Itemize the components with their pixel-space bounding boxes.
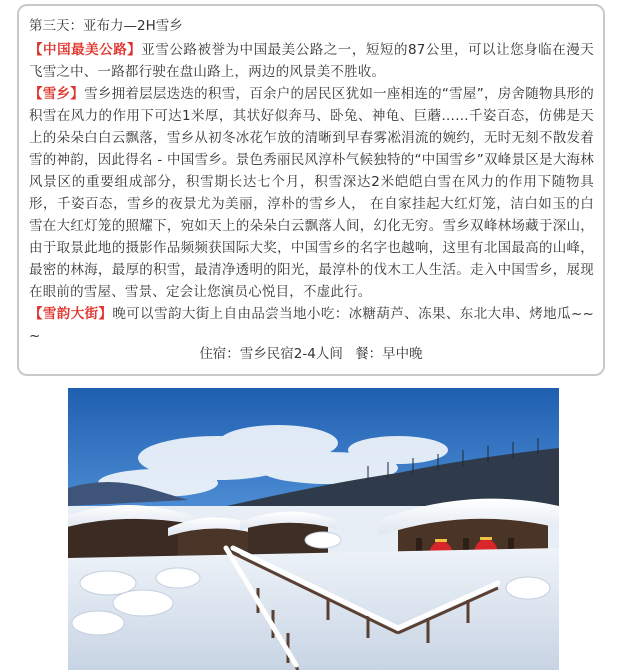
section-text-snow-street: 晚可以雪韵大街上自由品尝当地小吃：冰糖葫芦、冻果、东北大串、烤地瓜~~~ — [29, 306, 595, 344]
itinerary-card — [17, 4, 605, 376]
day-title: 第三天：亚布力—2H雪乡 — [29, 18, 183, 34]
lodging-info: 住宿：雪乡民宿2-4人间 — [199, 346, 343, 362]
section-tag-snow-town: 【雪乡】 — [29, 86, 85, 102]
section-tag-highway: 【中国最美公路】 — [29, 42, 142, 58]
section-tag-snow-street: 【雪韵大街】 — [29, 306, 113, 322]
section-text-snow-town: 雪乡拥着层层迭迭的积雪，百余户的居民区犹如一座相连的“雪屋”，房舍随物具形的积雪在风力的作用下可达1米厚，其状好似奔马、卧兔、神龟、巨蘑……千姿百态，仿佛是天上的朵朵白白云飘落，雪乡从初冬冰花乍放的清晰到早春雾凇涓流的婉约，无时无刻不散发着雪的神韵，因此得名 - 中国雪乡。景色秀丽民风淳朴气候独特的“中国雪乡”双峰景区是大海林风景区的重要组成部分，积雪期长达七个月，积雪深达2米皑皑白雪在风力的作用下随物具形，千姿百态，雪乡的夜景尤为美丽，淳朴的雪乡人， 在自家挂起大红灯笼，洁白如玉的白雪在大红灯笼的照耀下，宛如天上的朵朵白云飘落人间，幻化无穷。雪乡双峰林场藏于深山，由于取景此地的摄影作品频频获国际大奖，中国雪乡的名字也越响，这里有北国最高的山峰，最密的林海，最厚的积雪，最清净透明的阳光，最淳朴的伐木工人生活。走入中国雪乡，展现在眼前的雪屋、雪景、定会让您演员心悦目，不虚此行。 — [29, 86, 594, 300]
section-snow-street — [29, 303, 594, 347]
section-text-highway: 亚雪公路被誉为中国最美公路之一，短短的87公里，可以让您身临在漫天飞雪之中、一路都行驶在盘山路上，两边的风景美不胜收。 — [29, 42, 594, 80]
section-highway — [29, 39, 594, 83]
meals-info: 餐：早中晚 — [355, 346, 423, 362]
snow-village-photo — [68, 388, 559, 670]
lodging-meals-line — [19, 343, 603, 365]
section-snow-town — [29, 83, 594, 303]
